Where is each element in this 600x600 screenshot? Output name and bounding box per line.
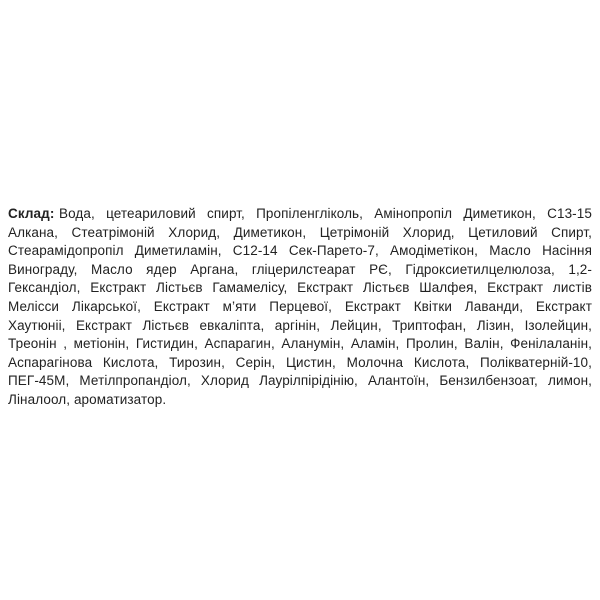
ingredients-line: Аспарагінова Кислота, Тирозин, Серін, Цистин, Молочна Кислота, Полікватерній-10, <box>8 354 592 370</box>
ingredients-paragraph <box>8 205 592 410</box>
ingredients-line: Алкана, Стеатрімоній Хлорид, Диметикон, Цетрімоній Хлорид, Цетиловий Спирт, <box>8 224 592 240</box>
ingredients-line: Гександіол, Екстракт Лістьєв Гамамелісу, Екстракт Лістьєв Шалфея, Екстракт листів <box>8 280 592 296</box>
ingredients-line: ПЕГ-45М, Метілпропандіол, Хлорид Лаурілпірідінію, Алантоїн, Бензилбензоат, лимон, <box>8 373 592 389</box>
ingredients-line: Мелісси Лікарської, Екстракт м’яти Перцевої, Екстракт Квітки Лаванди, Екстракт <box>8 298 592 314</box>
ingredients-line: Винограду, Масло ядер Аргана, гліцерилстеарат РЄ, Гідроксиетилцелюлоза, 1,2- <box>8 261 592 277</box>
ingredients-line: Треонін , метіонін, Гистидин, Аспарагин, Аланумін, Аламін, Пролин, Валін, Фенілаланін, <box>8 336 592 352</box>
ingredients-line: Хаутюніі, Екстракт Лістьєв евкаліпта, аргінін, Лейцин, Триптофан, Лізин, Ізолейцин, <box>8 317 592 333</box>
ingredients-line: Ліналоол, ароматизатор. <box>8 391 167 407</box>
ingredients-line-text: Вода, цетеариловий спирт, Пропіленгліколь, Амінопропіл Диметикон, С13-15 <box>59 206 592 221</box>
ingredients-line <box>8 205 592 224</box>
ingredients-label: Склад: <box>8 206 55 221</box>
ingredients-line: Стеарамідопропіл Диметиламін, С12-14 Сек-Парето-7, Амодіметікон, Масло Насіння <box>8 243 592 259</box>
